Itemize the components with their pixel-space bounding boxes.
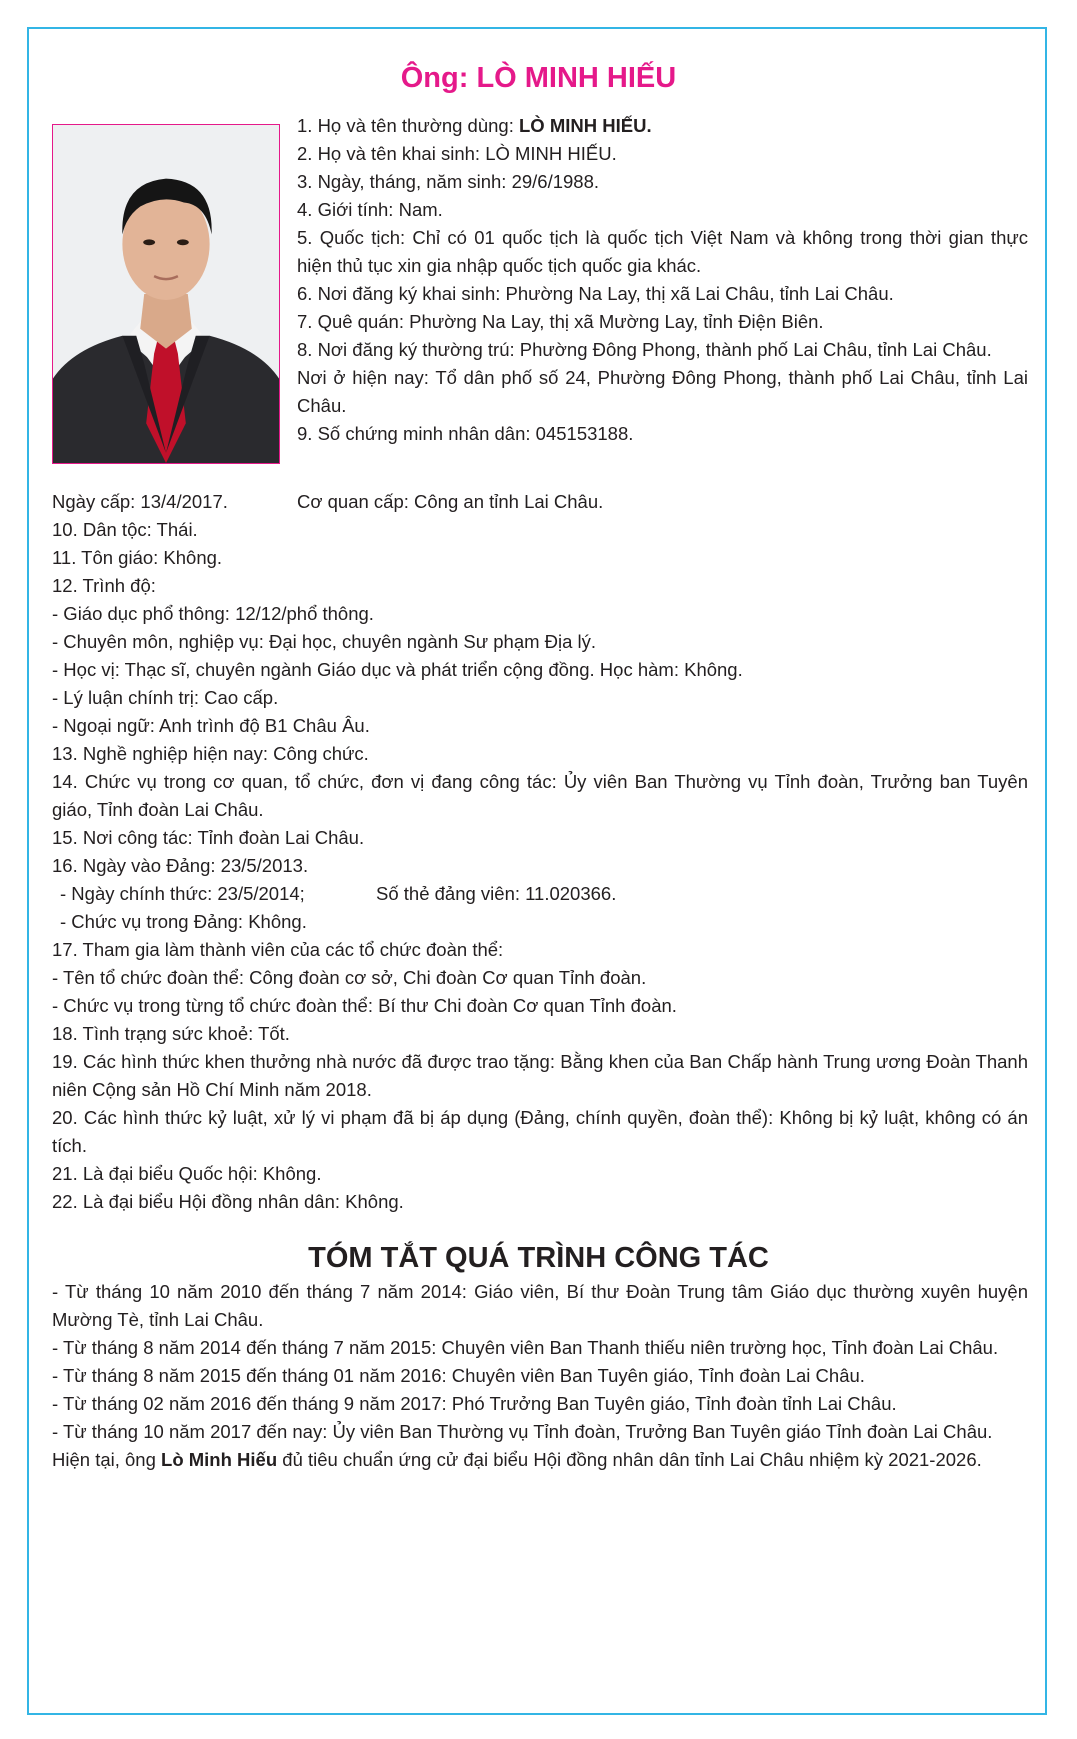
- portrait-photo: [52, 124, 280, 464]
- info-line: - Chuyên môn, nghiệp vụ: Đại học, chuyên ngành Sư phạm Địa lý.: [52, 631, 597, 652]
- party-official-line: [52, 880, 1028, 908]
- nationality-line: 5. Quốc tịch: Chỉ có 01 quốc tịch là quốc tịch Việt Nam và không trong thời gian thực hiện thủ tục xin gia nhập quốc tịch quốc gia khác.: [297, 227, 1028, 276]
- personal-info-right: [297, 112, 1028, 448]
- info-line: 15. Nơi công tác: Tỉnh đoàn Lai Châu.: [52, 827, 365, 848]
- id-issue-date: Ngày cấp: 13/4/2017.: [52, 491, 228, 512]
- summary-item: - Từ tháng 02 năm 2016 đến tháng 9 năm 2017: Phó Trưởng Ban Tuyên giáo, Tỉnh đoàn tỉnh Lai Châu.: [52, 1393, 897, 1414]
- id-issue-line: [52, 488, 1028, 516]
- candidate-title: Ông: LÒ MINH HIẾU: [400, 62, 677, 94]
- birth-registration-line: 6. Nơi đăng ký khai sinh: Phường Na Lay, thị xã Lai Châu, tỉnh Lai Châu.: [297, 283, 894, 304]
- info-line: - Chức vụ trong từng tổ chức đoàn thể: Bí thư Chi đoàn Cơ quan Tỉnh đoàn.: [52, 995, 677, 1016]
- closing-statement: Hiện tại, ông Lò Minh Hiếu đủ tiêu chuẩn ứng cử đại biểu Hội đồng nhân dân tỉnh Lai Châu nhiệm kỳ 2021-2026.: [52, 1449, 982, 1470]
- party-card-number: Số thẻ đảng viên: 11.020366.: [376, 883, 617, 904]
- info-line: 19. Các hình thức khen thưởng nhà nước đã được trao tặng: Bằng khen của Ban Chấp hành Trung ương Đoàn Thanh niên Cộng sản Hồ Chí Minh năm 2018.: [52, 1051, 1028, 1100]
- info-line: - Giáo dục phổ thông: 12/12/phổ thông.: [52, 603, 374, 624]
- work-summary: [52, 1278, 1028, 1474]
- id-number-line: 9. Số chứng minh nhân dân: 045153188.: [297, 423, 634, 444]
- gender-line: 4. Giới tính: Nam.: [297, 199, 443, 220]
- work-summary-title: TÓM TẮT QUÁ TRÌNH CÔNG TÁC: [308, 1242, 769, 1274]
- portrait-photo-image: [53, 125, 279, 463]
- info-line: 14. Chức vụ trong cơ quan, tổ chức, đơn vị đang công tác: Ủy viên Ban Thường vụ Tỉnh đoàn, Trưởng ban Tuyên giáo, Tỉnh đoàn Lai Châu.: [52, 771, 1028, 820]
- info-line: - Lý luận chính trị: Cao cấp.: [52, 687, 279, 708]
- info-line: 17. Tham gia làm thành viên của các tổ chức đoàn thể:: [52, 939, 504, 960]
- info-line: 22. Là đại biểu Hội đồng nhân dân: Không.: [52, 1191, 404, 1212]
- info-line: 21. Là đại biểu Quốc hội: Không.: [52, 1163, 322, 1184]
- summary-item: - Từ tháng 10 năm 2017 đến nay: Ủy viên Ban Thường vụ Tỉnh đoàn, Trưởng Ban Tuyên giáo Tỉnh đoàn Lai Châu.: [52, 1421, 993, 1442]
- full-name-line: 1. Họ và tên thường dùng: LÒ MINH HIẾU.: [297, 115, 652, 136]
- birth-date-line: 3. Ngày, tháng, năm sinh: 29/6/1988.: [297, 171, 600, 192]
- current-address-line: Nơi ở hiện nay: Tổ dân phố số 24, Phường Đông Phong, thành phố Lai Châu, tỉnh Lai Châu.: [297, 367, 1028, 416]
- info-line: 18. Tình trạng sức khoẻ: Tốt.: [52, 1023, 290, 1044]
- info-line: - Học vị: Thạc sĩ, chuyên ngành Giáo dục và phát triển cộng đồng. Học hàm: Không.: [52, 659, 743, 680]
- party-official-date: - Ngày chính thức: 23/5/2014;: [60, 883, 305, 904]
- info-line: 20. Các hình thức kỷ luật, xử lý vi phạm đã bị áp dụng (Đảng, chính quyền, đoàn thể): Không bị kỷ luật, không có án tích.: [52, 1107, 1028, 1156]
- info-line: - Ngoại ngữ: Anh trình độ B1 Châu Âu.: [52, 715, 370, 736]
- summary-item: - Từ tháng 10 năm 2010 đến tháng 7 năm 2014: Giáo viên, Bí thư Đoàn Trung tâm Giáo dục thường xuyên huyện Mường Tè, tỉnh Lai Châu.: [52, 1281, 1028, 1330]
- candidate-name: Lò Minh Hiếu: [161, 1449, 278, 1470]
- info-line: - Tên tổ chức đoàn thể: Công đoàn cơ sở, Chi đoàn Cơ quan Tỉnh đoàn.: [52, 967, 647, 988]
- info-line: 12. Trình độ:: [52, 575, 156, 596]
- id-issue-agency: Cơ quan cấp: Công an tỉnh Lai Châu.: [297, 491, 604, 512]
- personal-info-full: [52, 516, 1028, 1216]
- info-line: 10. Dân tộc: Thái.: [52, 519, 198, 540]
- info-line: 13. Nghề nghiệp hiện nay: Công chức.: [52, 743, 369, 764]
- summary-item: - Từ tháng 8 năm 2014 đến tháng 7 năm 2015: Chuyên viên Ban Thanh thiếu niên trường học, Tỉnh đoàn Lai Châu.: [52, 1337, 999, 1358]
- summary-item: - Từ tháng 8 năm 2015 đến tháng 01 năm 2016: Chuyên viên Ban Tuyên giáo, Tỉnh đoàn Lai Châu.: [52, 1365, 865, 1386]
- info-line: 16. Ngày vào Đảng: 23/5/2013.: [52, 855, 309, 876]
- hometown-line: 7. Quê quán: Phường Na Lay, thị xã Mường Lay, tỉnh Điện Biên.: [297, 311, 824, 332]
- permanent-residence-line: 8. Nơi đăng ký thường trú: Phường Đông Phong, thành phố Lai Châu, tỉnh Lai Châu.: [297, 339, 992, 360]
- party-position-line: - Chức vụ trong Đảng: Không.: [60, 911, 307, 932]
- birth-name-line: 2. Họ và tên khai sinh: LÒ MINH HIẾU.: [297, 143, 617, 164]
- info-line: 11. Tôn giáo: Không.: [52, 547, 223, 568]
